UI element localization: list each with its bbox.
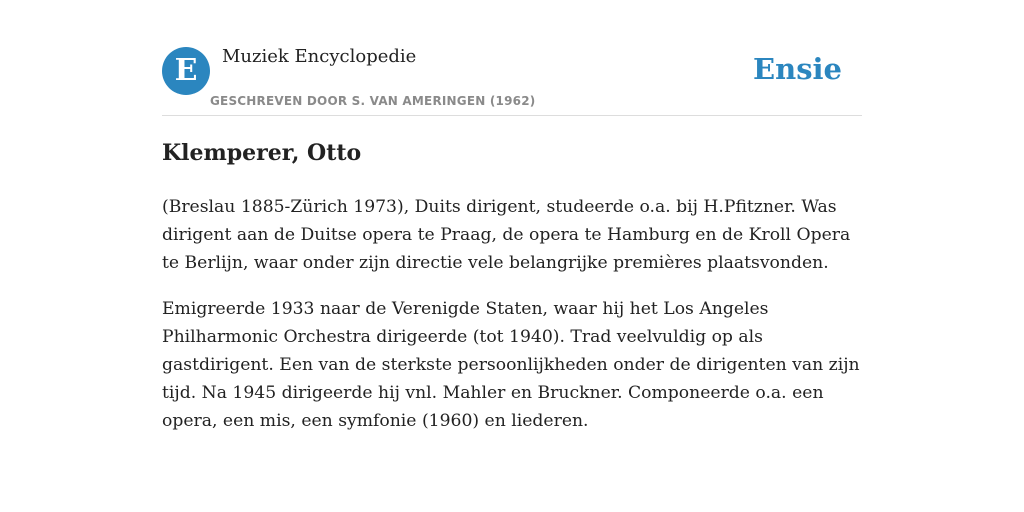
article-paragraph: Emigreerde 1933 naar de Verenigde Staten, waar hij het Los Angeles Philharmonic Orchestra dirigeerde (tot 1940). Trad veelvuldig op als gastdirigent. Een van de sterkste persoonlijkheden onder de dirigenten van zijn tijd. Na 1945 dirigeerde hij vnl. Mahler en Bruckner. Componeerde o.a. een opera, een mis, een symfonie (1960) en liederen. xyxy=(162,299,860,431)
ensie-brand-logo[interactable]: Ensie xyxy=(753,52,842,86)
encyclopedia-name-link[interactable]: Muziek Encyclopedie xyxy=(222,46,417,67)
author-byline: GESCHREVEN DOOR S. VAN AMERINGEN (1962) xyxy=(210,94,536,108)
encyclopedia-logo-icon[interactable]: E xyxy=(162,47,210,95)
header xyxy=(162,0,862,116)
article-title: Klemperer, Otto xyxy=(162,140,362,166)
article-body xyxy=(162,193,864,453)
article-paragraph: (Breslau 1885-Zürich 1973), Duits dirigent, studeerde o.a. bij H.Pfitzner. Was dirigent aan de Duitse opera te Praag, de opera te Hamburg en de Kroll Opera te Berlijn, waar onder zijn directie vele belangrijke premières plaatsvonden. xyxy=(162,197,851,273)
page xyxy=(162,0,862,431)
